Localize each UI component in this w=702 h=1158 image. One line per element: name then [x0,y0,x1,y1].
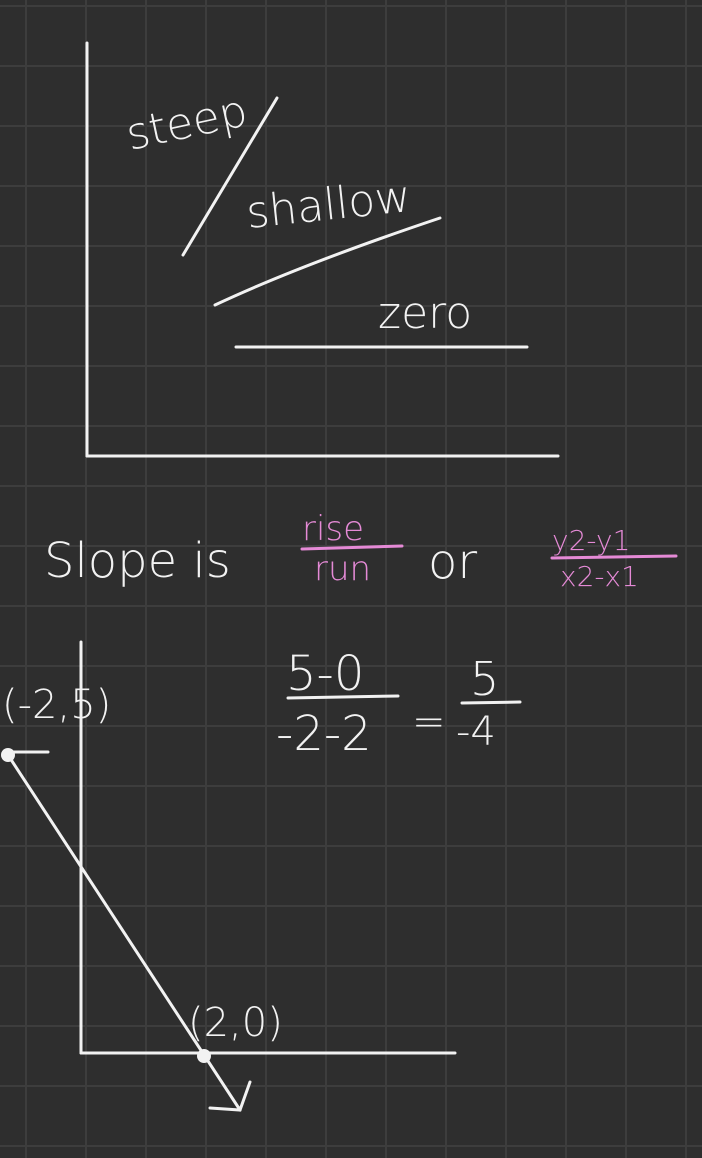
result-numerator: 5 [470,652,500,706]
rise-over-run-fraction [302,509,402,589]
point-b-label: (2,0) [188,1000,283,1046]
slope-calculation [276,646,520,762]
result-denominator: -4 [456,709,496,755]
steep-label: steep [121,85,252,161]
calc-fraction-bar [288,696,398,698]
point-a-dot [1,748,15,762]
y2-minus-y1-text: y2-y1 [552,524,631,557]
calc-denominator: -2-2 [276,706,372,762]
zero-label: zero [378,288,473,339]
point-a-label: (-2,5) [2,682,112,728]
x2-minus-x1-text: x2-x1 [560,560,639,593]
shallow-label: shallow [243,170,414,239]
coordinate-fraction-bar [552,556,676,558]
coordinate-slope-fraction [552,524,676,593]
calc-equals-sign: = [412,699,446,745]
result-fraction-bar [462,702,520,703]
calc-numerator: 5-0 [286,646,365,702]
slope-is-text: Slope is [44,533,231,589]
rise-text: rise [302,509,365,549]
point-b-dot [197,1049,211,1063]
run-text: run [314,549,372,589]
or-text: or [428,534,478,590]
